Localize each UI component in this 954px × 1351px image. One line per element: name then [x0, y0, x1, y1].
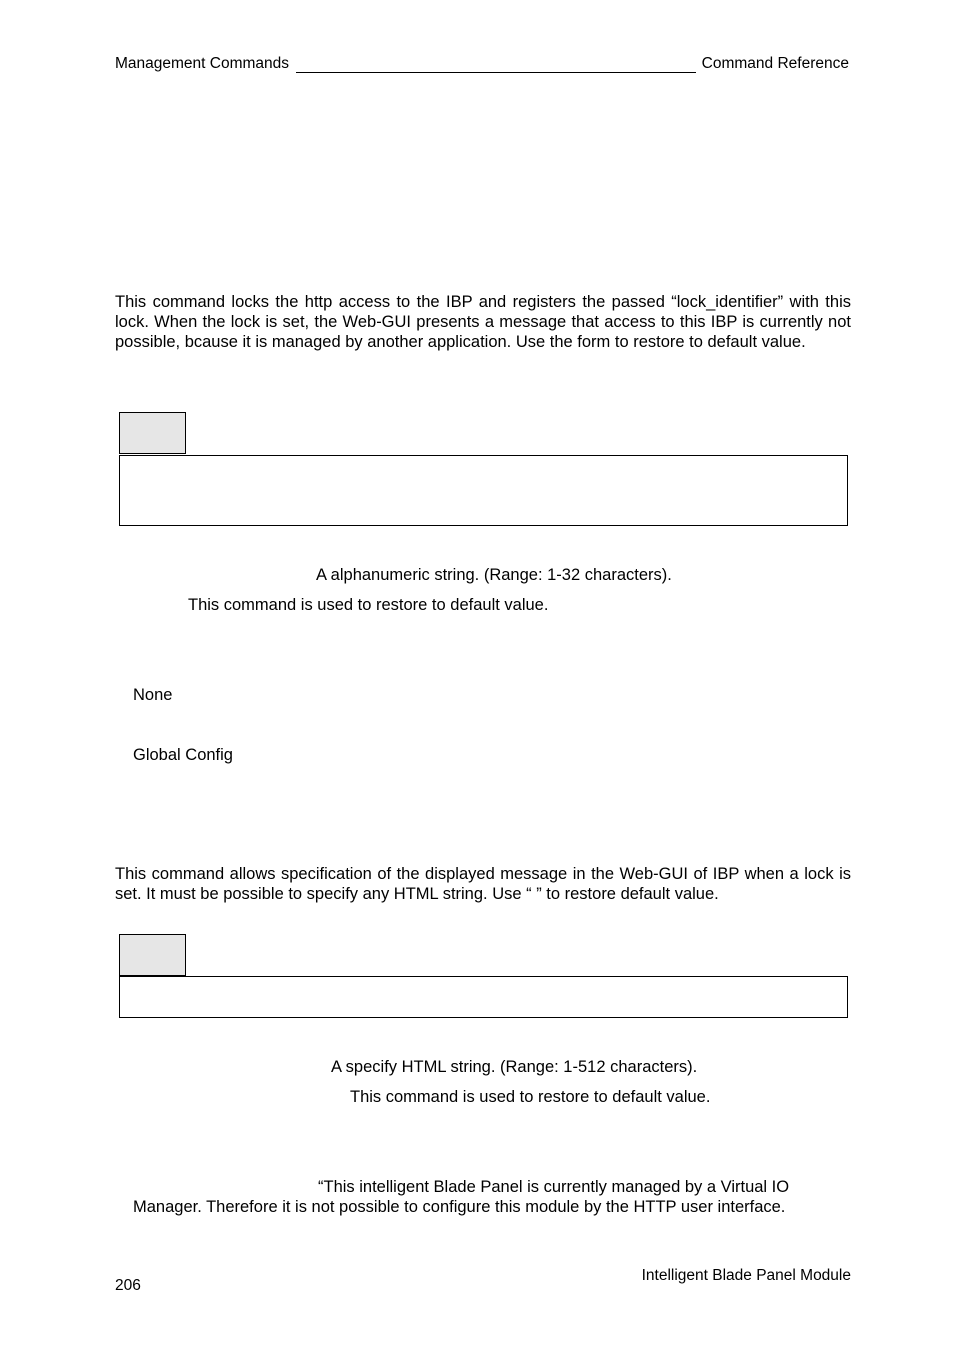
- section1-no-form-description: This command is used to restore to default value.: [188, 596, 549, 614]
- section2-description: This command allows specification of the displayed message in the Web-GUI of IBP when a lock is set. It must be possible to specify any HTML string. Use “ ” to restore default value.: [115, 865, 851, 903]
- syntax-box-2: [119, 976, 848, 1018]
- section1-param-description: A alphanumeric string. (Range: 1-32 characters).: [316, 566, 672, 584]
- section1-description: This command locks the http access to the IBP and registers the passed “lock_identifier” with this lock. When the lock is set, the Web-GUI presents a message that access to this IBP is currently not possible, bcause it is managed by another application. Use the form to restore to default value.: [115, 293, 851, 351]
- section2-default-line1: “This intelligent Blade Panel is currently managed by a Virtual IO: [318, 1178, 790, 1196]
- page-number: 206: [115, 1277, 141, 1294]
- footer-product-name: Intelligent Blade Panel Module: [641, 1267, 851, 1284]
- syntax-tab-1: [119, 412, 186, 454]
- running-header-right: Command Reference: [701, 55, 849, 72]
- section2-no-form-description: This command is used to restore to default value.: [350, 1088, 711, 1106]
- syntax-box-1: [119, 455, 848, 526]
- running-header-left: Management Commands: [115, 55, 290, 72]
- header-rule: [296, 72, 696, 73]
- section2-default-line2: Manager. Therefore it is not possible to configure this module by the HTTP user interface.: [133, 1198, 786, 1216]
- syntax-tab-2: [119, 934, 186, 976]
- section1-command-mode: Global Config: [133, 746, 233, 764]
- section2-param-description: A specify HTML string. (Range: 1-512 characters).: [331, 1058, 698, 1076]
- section1-default-value: None: [133, 686, 173, 704]
